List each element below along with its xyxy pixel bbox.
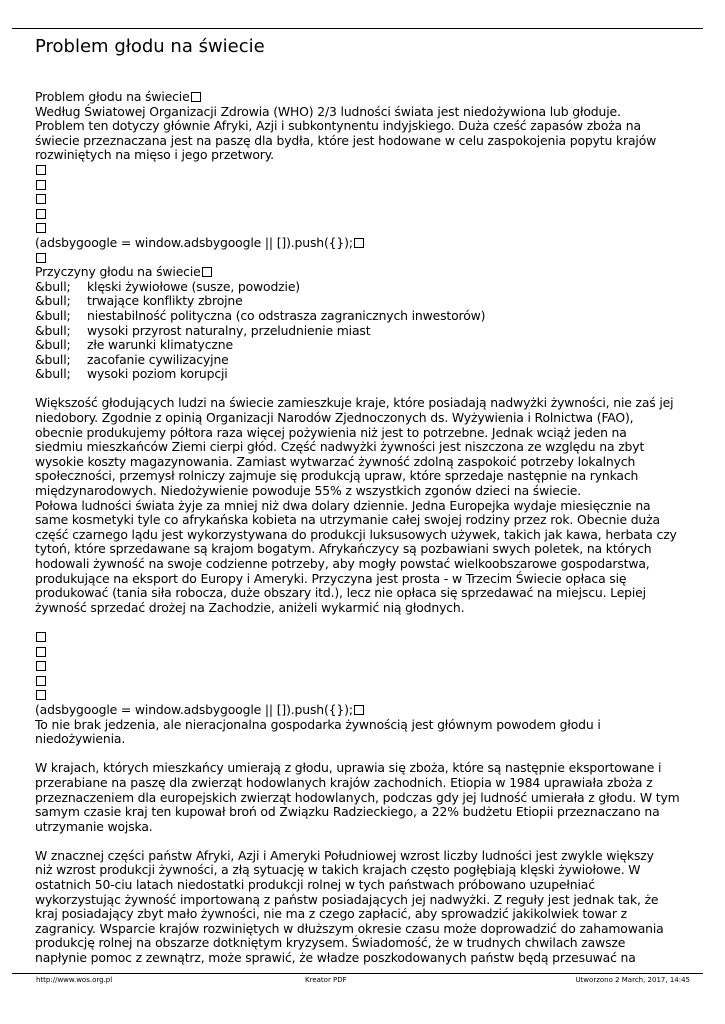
footer-generator: Kreator PDF [305,976,347,984]
intro-line: Problem ten dotyczy głównie Afryki, Azji i subkontynentu indyjskiego. Duża cześć zapasów zboża na [35,118,641,134]
paragraph-line: produkować (tania siła robocza, duże obszary itd.), lecz nie opłaca się sprzedawać na miejscu. Lepiej [35,585,646,601]
paragraph-line: Połowa ludności świata żyje za mniej niż dwa dolary dziennie. Jedna Europejka wydaje miesięcznie na [35,497,651,513]
list-item: &bull; wysoki przyrost naturalny, przeludnienie miast [35,322,371,338]
paragraph-2 [35,718,695,747]
missing-glyph-box [36,676,46,686]
bullet-mark: &bull; [35,322,71,338]
paragraph-line: obecnie produkujemy półtora raza więcej pożywienia niż jest to potrzebne. Jednak wciąż jeden na [35,424,627,440]
empty-box-line [35,645,695,660]
empty-box-line [35,207,695,222]
paragraph-line: To nie brak jedzenia, ale nieracjonalna gospodarka żywnością jest głównym powodem głodu i [35,716,601,732]
ad-code-line: (adsbygoogle = window.adsbygoogle || []).push({}); [35,236,695,251]
paragraph-gap [35,747,695,762]
paragraph-gap [35,382,695,397]
bullet-mark: &bull; [35,337,71,353]
page-title: Problem głodu na świecie [35,36,265,57]
paragraph-line: międzynarodowych. Niedożywienie powoduje 55% z wszystkich zgonów dzieci na świecie. [35,483,582,499]
paragraph-line: hodowali żywność na swoje codzienne potrzeby, aby mogły powstać wielkoobszarowe gospodarstwa, [35,556,650,571]
paragraph-line: żywność sprzedać drożej na Zachodzie, aniżeli wykarmić nią głodnych. [35,599,465,615]
bullet-mark: &bull; [35,366,71,382]
empty-box-line [35,178,695,193]
footer-rule [12,973,703,974]
paragraph-line: napłynie pomoc z zewnątrz, może sprawić, że władze poszkodowanych państw będą przesuwać na [35,950,636,966]
missing-glyph-box [36,253,46,263]
empty-box-line [35,251,695,266]
paragraph-line: kraj posiadający zbyt mało żywności, nie ma z czego zapłacić, aby sprowadzić jakikolwiek towar z [35,906,627,922]
ad-code-line: (adsbygoogle = window.adsbygoogle || []).push({}); [35,703,695,718]
paragraph-line: Większość głodujących ludzi na świecie zamieszkuje kraje, które posiadają nadwyżki żywności, nie zaś jej [35,395,674,411]
intro-line: Według Światowej Organizacji Zdrowia (WHO) 2/3 ludności świata jest niedożywiona lub głoduje. [35,103,621,119]
intro-line: świecie przeznaczana jest na paszę dla bydła, które jest hodowane w celu zaspokojenia popytu krajów [35,132,657,148]
list-item: &bull; klęski żywiołowe (susze, powodzie) [35,278,300,294]
paragraph-line: zagranicy. Wsparcie krajów rozwiniętych w dłuższym okresie czasu może doprowadzić do zahamowania [35,920,664,936]
missing-glyph-box [191,92,201,102]
empty-box-line [35,674,695,689]
empty-box-line [35,192,695,207]
list-item: &bull; niestabilność polityczna (co odstrasza zagranicznych inwestorów) [35,307,486,323]
paragraph-line: produkujące na eksport do Europy i Ameryki. Przyczyna jest prosta - w Trzecim Świecie opłaca się [35,570,627,586]
paragraph-line: przeznaczeniem dla europejskich zwierząt hodowlanych, podczas gdy jej ludność umierała z głodu. W tym [35,789,680,805]
paragraph-3 [35,761,695,834]
paragraph-gap [35,834,695,849]
missing-glyph-box [36,165,46,175]
paragraph-line: same kosmetyki tyle co afrykańska kobieta na utrzymanie całej swojej rodziny przez rok. Obecnie duża [35,512,660,528]
article-body [35,90,695,966]
intro-heading: Problem głodu na świecie [35,90,695,105]
paragraph-line: część czarnego lądu jest wykorzystywana do produkcji luksusowych używek, takich jak kawa, herbata czy [35,526,677,542]
empty-box-line [35,659,695,674]
empty-box-line [35,630,695,645]
missing-glyph-box [36,209,46,219]
missing-glyph-box [36,690,46,700]
paragraph-1 [35,396,695,615]
paragraph-line: produkcję rolnej na obszarze dotkniętym kryzysem. Świadomość, że w trudnych chwilach zawsze [35,935,626,951]
bullet-mark: &bull; [35,278,71,294]
paragraph-line: W krajach, których mieszkańcy umierają z głodu, uprawia się zboża, które są następnie eksportowane i [35,760,662,776]
top-rule [12,28,703,29]
bullet-mark: &bull; [35,307,71,323]
paragraph-line: tytoń, które sprzedawane są krajom bogatym. Afrykańczycy są pozbawiani swych poletek, na których [35,541,652,557]
paragraph-line: przerabiane na paszę dla zwierząt hodowlanych krajów zachodnich. Etiopia w 1984 uprawiała zboża z [35,774,653,790]
bullet-mark: &bull; [35,351,71,367]
paragraph-line: wysokie koszty magazynowania. Zamiast wytwarzać żywność zdolną zaspokoić potrzeby lokalnych [35,453,636,469]
footer-created-date: Utworzono 2 March, 2017, 14:45 [575,976,690,984]
empty-box-line [35,163,695,178]
missing-glyph-box [36,223,46,233]
missing-glyph-box [36,632,46,642]
paragraph-4 [35,849,695,966]
paragraph-line: społeczności, przemysł rolniczy zajmuje się produkcją upraw, które sprzedaje następnie na rynkach [35,468,639,484]
missing-glyph-box [36,180,46,190]
list-item: &bull; złe warunki klimatyczne [35,337,233,353]
missing-glyph-box [354,238,364,248]
causes-heading: Przyczyny głodu na świecie [35,265,695,280]
footer-url: http://www.wos.org.pl [36,976,113,984]
paragraph-line: W znacznej części państw Afryki, Azji i Ameryki Południowej wzrost liczby ludności jest zwykle większy [35,847,654,863]
paragraph-line: niż wzrost produkcji żywności, a złą sytuację w takich krajach często pogłębiają klęski żywiołowe. W [35,862,641,878]
intro-line: rozwiniętych na mięso i jego przetwory. [35,147,274,163]
paragraph-line: niedożywienia. [35,731,126,747]
paragraph-gap [35,615,695,630]
paragraph-line: utrzymanie wojska. [35,818,153,834]
missing-glyph-box [36,194,46,204]
list-item: &bull; wysoki poziom korupcji [35,366,228,382]
paragraph-line: siedmiu mieszkańców Ziemi cierpi głód. Część nadwyżki żywności jest niszczona ze względu na zbyt [35,439,645,455]
paragraph-line: samym czasie kraj ten kupował broń od Związku Radzieckiego, a 22% budżetu Etiopii przeznaczano na [35,804,660,820]
empty-box-line [35,688,695,703]
empty-box-line [35,221,695,236]
paragraph-line: niedobory. Zgodnie z opinią Organizacji Narodów Zjednoczonych ds. Wyżywienia i Rolnictwa (FAO), [35,410,634,426]
missing-glyph-box [36,661,46,671]
missing-glyph-box [36,647,46,657]
paragraph-line: ostatnich 50-ciu latach niedostatki produkcji rolnej w tych państwach próbowano uzupełniać [35,877,595,893]
paragraph-line: wykorzystując żywność importowaną z państw posiadających jej nadwyżki. Z reguły jest jednak tak, że [35,891,659,907]
list-item: &bull; trwające konflikty zbrojne [35,293,243,309]
missing-glyph-box [354,705,364,715]
bullet-mark: &bull; [35,293,71,309]
list-item: &bull; zacofanie cywilizacyjne [35,351,229,367]
missing-glyph-box [202,267,212,277]
